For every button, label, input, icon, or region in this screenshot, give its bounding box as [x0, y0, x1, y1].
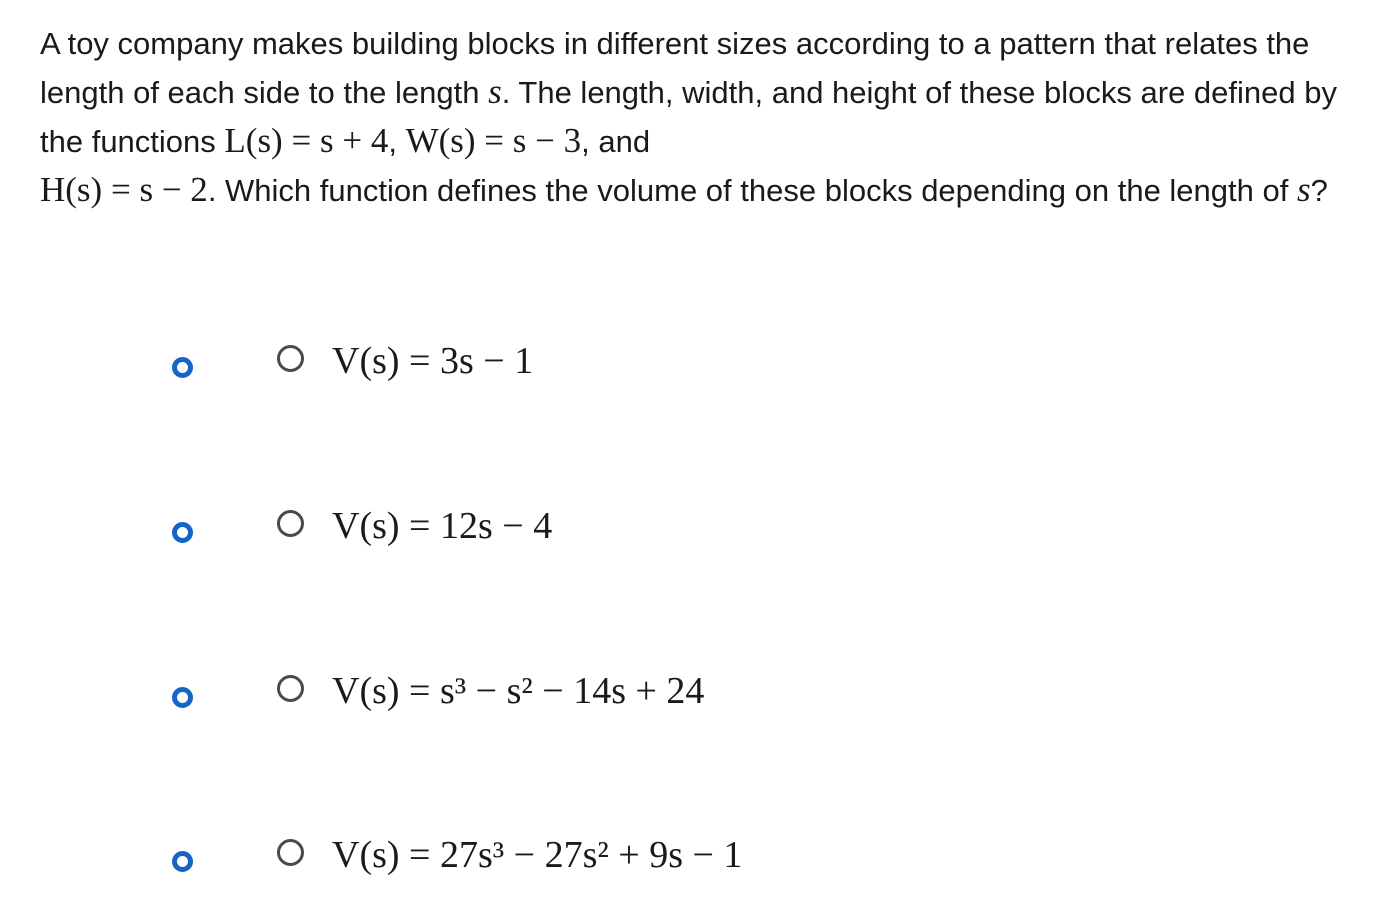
length-function: L(s) = s + 4	[224, 121, 389, 160]
separator: ,	[388, 124, 406, 159]
question-mark: ?	[1310, 173, 1328, 208]
radio-button[interactable]	[277, 345, 304, 372]
variable-s-2: s	[1296, 170, 1311, 209]
answer-option-4[interactable]	[172, 836, 1072, 886]
radio-button[interactable]	[277, 510, 304, 537]
option-marker-icon	[172, 522, 193, 543]
answer-option-3[interactable]	[172, 672, 1072, 722]
option-label: V(s) = 12s − 4	[332, 505, 553, 547]
radio-button[interactable]	[277, 839, 304, 866]
width-function: W(s) = s − 3	[405, 121, 582, 160]
variable-s: s	[488, 72, 502, 111]
option-label: V(s) = 27s³ − 27s² + 9s − 1	[332, 834, 743, 876]
question-text-part-2: . The length, width, and height of these blocks are defined by the functions	[40, 75, 1337, 159]
question-text-part-4: . Which function defines the volume of these blocks depending on the length of	[207, 173, 1297, 208]
option-label: V(s) = s³ − s² − 14s + 24	[332, 670, 705, 712]
question-text-part-1: A toy company makes building blocks in different sizes according to a pattern that relates the length of each side to the length	[40, 26, 1310, 110]
question-text-part-3: , and	[581, 124, 651, 159]
answer-option-1[interactable]	[172, 342, 1072, 392]
radio-button[interactable]	[277, 675, 304, 702]
option-marker-icon	[172, 851, 193, 872]
height-function: H(s) = s − 2	[40, 170, 208, 209]
question-text	[40, 20, 1380, 215]
option-marker-icon	[172, 357, 193, 378]
answer-option-2[interactable]	[172, 507, 1072, 557]
option-label: V(s) = 3s − 1	[332, 340, 534, 382]
option-marker-icon	[172, 687, 193, 708]
